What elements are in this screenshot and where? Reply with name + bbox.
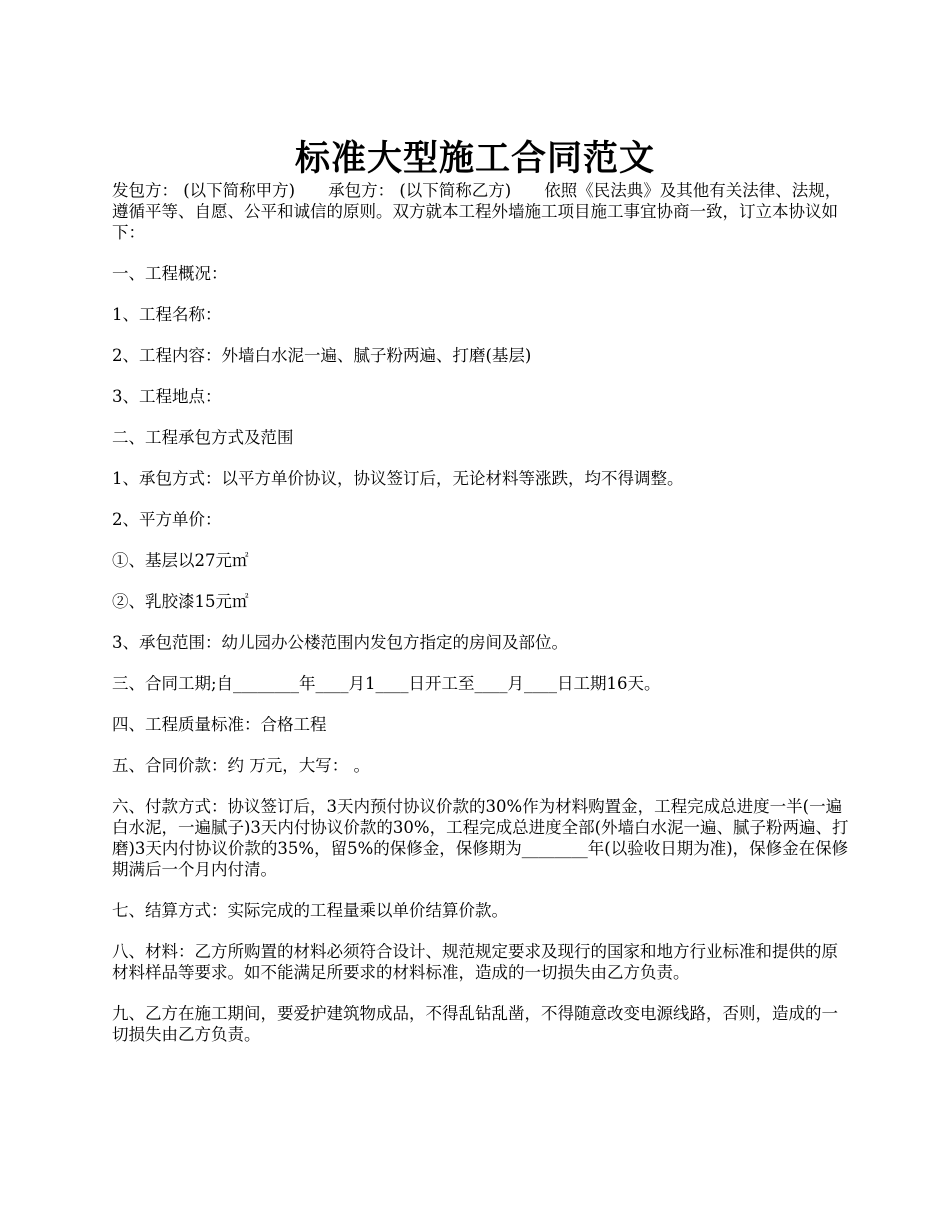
section-3-schedule: 三、合同工期;自________年____月1____日开工至____月____日工期16天。 [112,674,661,693]
document-title: 标准大型施工合同范文 [294,138,655,180]
intro-paragraph: 发包方： (以下简称甲方) 承包方： (以下简称乙方) 依照《民法典》及其他有关法律、法规，遵循平等、自愿、公平和诚信的原则。双方就本工程外墙施工项目施工事宜协商一致，订立本协议如下： [112,181,842,242]
section-7-settlement: 七、结算方式：实际完成的工程量乘以单价结算价款。 [112,901,508,920]
contract-scope: 3、承包范围：幼儿园办公楼范围内发包方指定的房间及部位。 [112,633,568,652]
unit-price-base: ①、基层以27元㎡ [112,551,249,570]
section-8-materials: 八、材料：乙方所购置的材料必须符合设计、规范规定要求及现行的国家和地方行业标准和提供的原材料样品等要求。如不能满足所要求的材料标准，造成的一切损失由乙方负责。 [112,942,838,982]
contract-method: 1、承包方式：以平方单价协议，协议签订后，无论材料等涨跌，均不得调整。 [112,469,684,488]
unit-price-heading: 2、平方单价： [112,510,222,529]
unit-price-latex: ②、乳胶漆15元㎡ [112,592,249,611]
project-name: 1、工程名称： [112,305,222,324]
section-6-payment: 六、付款方式：协议签订后，3天内预付协议价款的30%作为材料购置金，工程完成总进度一半(一遍白水泥，一遍腻子)3天内付协议价款的30%，工程完成总进度全部(外墙白水泥一遍、腻子粉两遍、打磨)3天内付协议价款的35%，留5%的保修金，保修期为________年(以验收日期为准)，保修金在保修期满后一个月内付清。 [112,797,849,879]
section-1-heading: 一、工程概况： [112,264,228,283]
project-location: 3、工程地点： [112,387,222,406]
document-body [112,180,852,1065]
section-5-price: 五、合同价款：约 万元，大写： 。 [112,756,370,775]
section-2-heading: 二、工程承包方式及范围 [112,428,294,447]
section-9-protection: 九、乙方在施工期间，要爱护建筑物成品，不得乱钻乱凿，不得随意改变电源线路，否则，造成的一切损失由乙方负责。 [112,1004,838,1044]
project-content: 2、工程内容：外墙白水泥一遍、腻子粉两遍、打磨(基层) [112,346,532,365]
section-4-quality: 四、工程质量标准：合格工程 [112,715,327,734]
